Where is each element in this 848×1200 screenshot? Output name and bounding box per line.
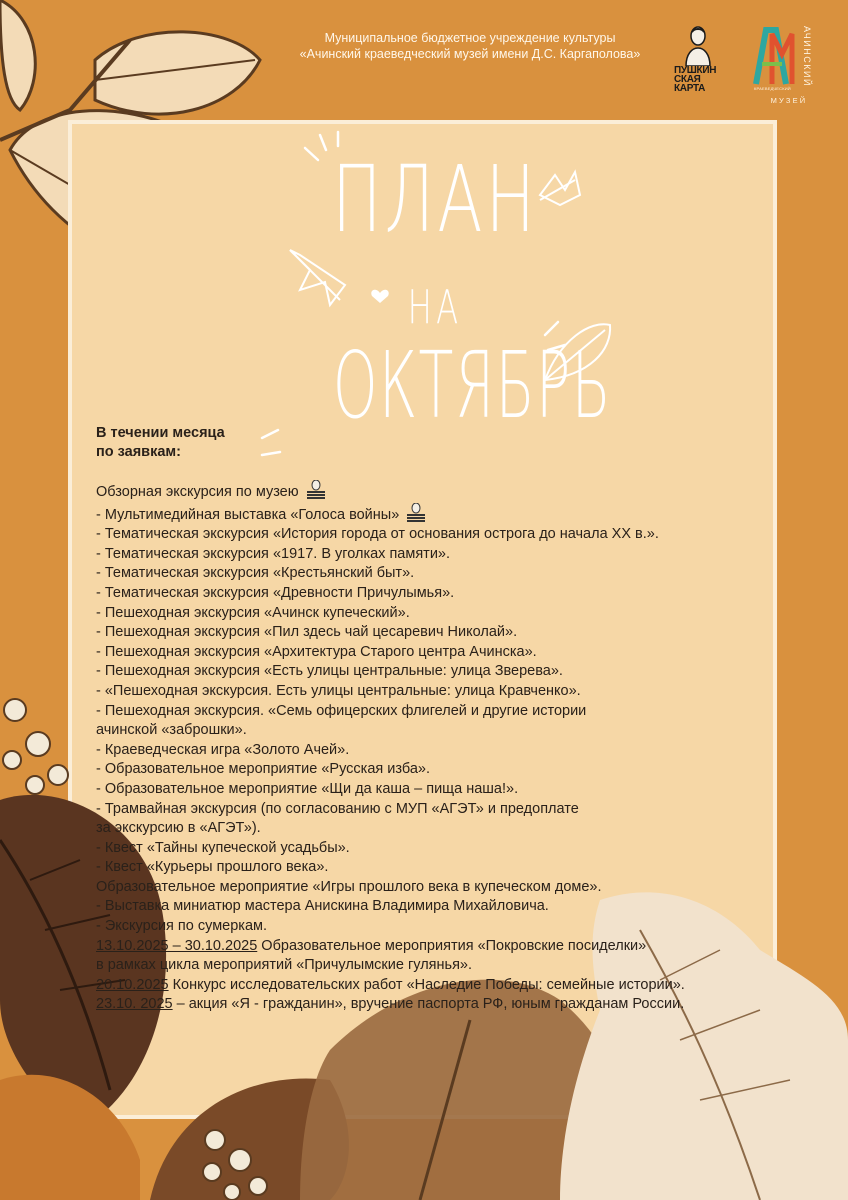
intro-heading (96, 424, 225, 462)
list-item: - Пешеходная экскурсия «Пил здесь чай цесаревич Николай». (96, 624, 518, 641)
list-item: - «Пешеходная экскурсия. Есть улицы центральные: улица Кравченко». (96, 682, 581, 699)
pushkin-card-line-1: ПУШКИН (674, 65, 717, 76)
pushkin-card-line-3: КАРТА (674, 83, 706, 94)
list-item: - Тематическая экскурсия «1917. В уголках памяти». (96, 545, 451, 562)
museum-logo (752, 24, 826, 110)
event-text: Образовательное мероприятия «Покровские посиделки» (257, 937, 647, 954)
event-text: – акция «Я - гражданин», вручение паспорта РФ, юным гражданам России. (172, 996, 685, 1013)
title-line-3: ОКТЯБРЬ (332, 332, 612, 439)
list-item: - Экскурсия по сумеркам. (96, 918, 268, 935)
list-item: за экскурсию в «АГЭТ»). (96, 820, 261, 837)
intro-line-1: В течении месяца (96, 425, 225, 441)
org-line-1: Муниципальное бюджетное учреждение культуры (324, 31, 616, 45)
list-item: - Мультимедийная выставка «Голоса войны» (96, 503, 776, 526)
list-item: - Образовательное мероприятие «Русская изба». (96, 761, 430, 778)
program-list (96, 480, 776, 1015)
list-item: - Квест «Тайны купеческой усадьбы». (96, 839, 350, 856)
list-item: Обзорная экскурсия по музею (96, 480, 776, 503)
pushkin-bust-icon (684, 26, 712, 66)
event-text: в рамках цикла мероприятий «Причулымские гулянья». (96, 957, 473, 974)
list-item: - Трамвайная экскурсия (по согласованию с МУП «АГЭТ» и предоплате (96, 800, 579, 817)
list-item: - Пешеходная экскурсия «Ачинск купеческий». (96, 604, 410, 621)
museum-side-text: АЧИНСКИЙ (802, 26, 812, 87)
event-item (96, 937, 776, 957)
museum-small-text: КРАЕВЕДЧЕСКИЙ (754, 86, 791, 91)
list-item: - Квест «Курьеры прошлого века». (96, 859, 329, 876)
organization-name (270, 30, 670, 62)
title-line-2: НА (407, 280, 463, 334)
pushkin-card-logo (672, 26, 722, 98)
event-date: 13.10.2025 – 30.10.2025 (96, 937, 258, 954)
title-line-1: ПЛАН (331, 146, 539, 253)
event-date: 23.10. 2025 (96, 996, 173, 1013)
event-date: 20.10.2025 (96, 976, 169, 993)
org-line-2: «Ачинский краеведческий музей имени Д.С. Каргаполова» (299, 47, 641, 61)
list-item: Образовательное мероприятие «Игры прошлого века в купеческом доме». (96, 878, 602, 895)
museum-am-icon (752, 24, 798, 86)
list-item: - Пешеходная экскурсия «Есть улицы центральные: улица Зверева». (96, 663, 563, 680)
pushkin-card-line-2: СКАЯ (674, 74, 701, 85)
event-item (96, 995, 776, 1015)
list-item: - Пешеходная экскурсия. «Семь офицерских флигелей и другие истории (96, 702, 587, 719)
pushkin-card-mini-icon (305, 480, 327, 500)
list-item: - Краеведческая игра «Золото Ачей». (96, 741, 350, 758)
museum-bottom-text: МУЗЕЙ (770, 96, 808, 105)
event-text: Конкурс исследовательских работ «Наследие Победы: семейные истории». (168, 976, 685, 993)
event-item (96, 976, 776, 996)
list-item: - Тематическая экскурсия «История города от основания острога до начала XX в.». (96, 526, 659, 543)
list-item: - Выставка миниатюр мастера Анискина Владимира Михайловича. (96, 898, 549, 915)
event-item (96, 956, 776, 976)
list-item: - Тематическая экскурсия «Древности Причулымья». (96, 584, 455, 601)
pushkin-card-mini-icon (405, 503, 427, 523)
list-item: ачинской «заброшки». (96, 722, 247, 739)
list-item: - Образовательное мероприятие «Щи да каша – пища наша!». (96, 780, 519, 797)
list-item: - Тематическая экскурсия «Крестьянский быт». (96, 565, 415, 582)
list-item: - Пешеходная экскурсия «Архитектура Старого центра Ачинска». (96, 643, 537, 660)
intro-line-2: по заявкам: (96, 444, 181, 460)
